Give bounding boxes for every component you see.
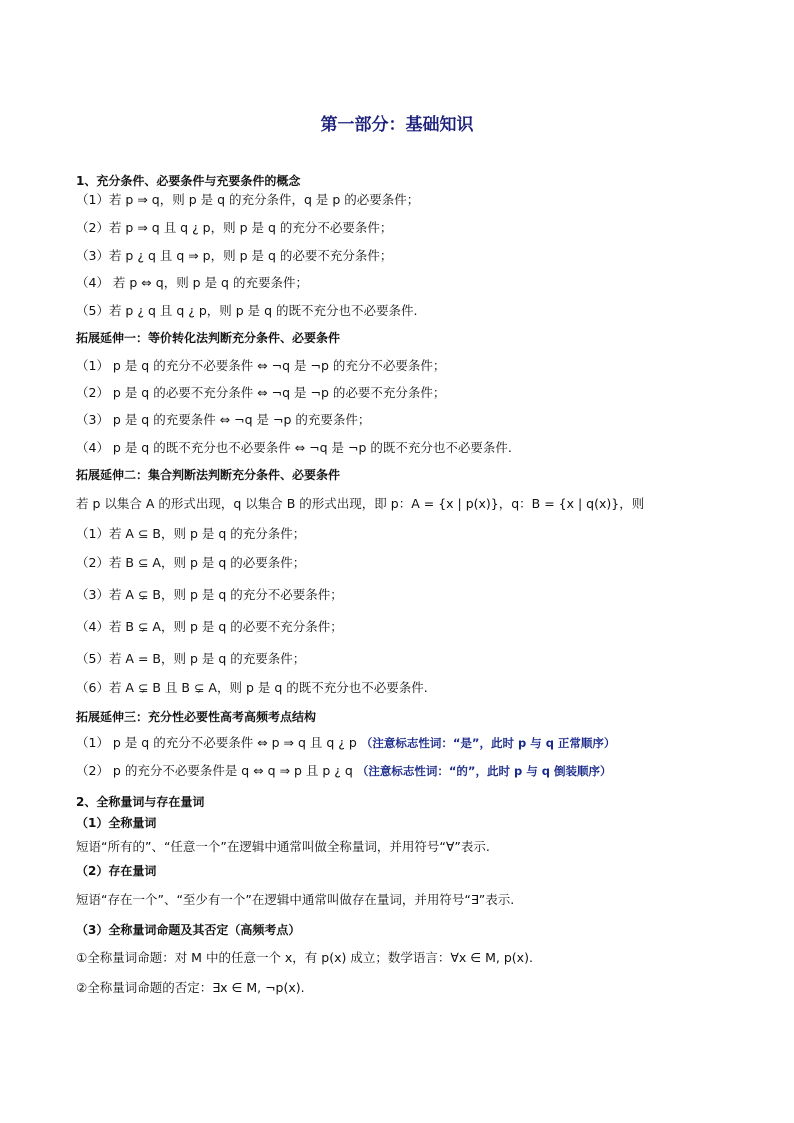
line-text: （2）若 p ⇒ q 且 q ¿ p，则 p 是 q 的充分不必要条件； <box>76 220 393 235</box>
line-text: 若 p 以集合 A 的形式出现，q 以集合 B 的形式出现，即 p：A = {x | p(x)}，q：B = {x | q(x)}，则 <box>76 496 645 511</box>
line-text: 短语“所有的”、“任意一个”在逻辑中通常叫做全称量词，并用符号“∀”表示. <box>76 839 490 854</box>
line-text: 拓展延伸三：充分性必要性高考高频考点结构 <box>76 710 317 724</box>
line-text: 拓展延伸一：等价转化法判断充分条件、必要条件 <box>76 331 341 345</box>
text-line <box>76 525 305 543</box>
text-line <box>76 734 615 752</box>
text-line <box>76 679 428 697</box>
section-heading <box>76 329 340 347</box>
line-text: （5）若 A = B，则 p 是 q 的充要条件； <box>76 651 306 666</box>
line-text: （4）若 B ⊊ A，则 p 是 q 的必要不充分条件； <box>76 619 343 634</box>
line-text: ①全称量词命题：对 M 中的任意一个 x，有 p(x) 成立；数学语言：∀x ∈ M, p(x). <box>76 950 533 965</box>
text-line <box>76 618 343 636</box>
line-text: 拓展延伸二：集合判断法判断充分条件、必要条件 <box>76 468 341 482</box>
text-line <box>76 949 533 967</box>
text-line <box>76 586 343 604</box>
line-text: （3） p 是 q 的充要条件 ⇔ ¬q 是 ¬p 的充要条件； <box>76 412 371 427</box>
text-line <box>76 554 305 572</box>
section-heading <box>76 793 204 811</box>
line-text: （3）若 p ¿ q 且 q ⇒ p，则 p 是 q 的必要不充分条件； <box>76 248 393 263</box>
line-text: （1）若 A ⊆ B，则 p 是 q 的充分条件； <box>76 526 306 541</box>
section-heading <box>76 708 316 726</box>
text-line <box>76 247 392 265</box>
text-line <box>76 411 370 429</box>
page-title: 第一部分：基础知识 <box>320 115 474 135</box>
section-heading <box>76 172 300 190</box>
line-text: （4） 若 p ⇔ q，则 p 是 q 的充要条件； <box>76 275 308 290</box>
line-text: （3）全称量词命题及其否定（高频考点） <box>76 923 301 937</box>
line-text: （1） p 是 q 的充分不必要条件 ⇔ p ⇒ q 且 q ¿ p <box>76 735 357 750</box>
text-line <box>76 439 512 457</box>
line-text: （2） p 的充分不必要条件是 q ⇔ q ⇒ p 且 p ¿ q <box>76 763 353 778</box>
line-text: （3）若 A ⊊ B，则 p 是 q 的充分不必要条件； <box>76 587 343 602</box>
text-line <box>76 979 305 997</box>
text-line <box>76 357 445 375</box>
line-text: ②全称量词命题的否定：∃x ∈ M, ¬p(x). <box>76 980 305 995</box>
text-line <box>76 650 305 668</box>
line-text: 1、充分条件、必要条件与充要条件的概念 <box>76 174 301 188</box>
emphasis-note: （注意标志性词：“是”，此时 p 与 q 正常顺序） <box>356 736 616 750</box>
line-text: （1）全称量词 <box>76 816 157 830</box>
text-line <box>76 274 308 292</box>
line-text: （2）若 B ⊆ A，则 p 是 q 的必要条件； <box>76 555 306 570</box>
emphasis-note: （注意标志性词：“的”，此时 p 与 q 倒装顺序） <box>352 764 612 778</box>
line-text: （5）若 p ¿ q 且 q ¿ p，则 p 是 q 的既不充分也不必要条件. <box>76 303 418 318</box>
line-text: 2、全称量词与存在量词 <box>76 795 205 809</box>
section-heading <box>76 814 156 832</box>
line-text: （6）若 A ⊊ B 且 B ⊊ A，则 p 是 q 的既不充分也不必要条件. <box>76 680 428 695</box>
text-line <box>76 838 490 856</box>
line-text: （1） p 是 q 的充分不必要条件 ⇔ ¬q 是 ¬p 的充分不必要条件； <box>76 358 446 373</box>
section-heading <box>76 921 300 939</box>
text-line <box>76 384 445 402</box>
text-line <box>76 219 392 237</box>
text-line <box>76 495 644 513</box>
text-line <box>76 191 419 209</box>
section-heading <box>76 862 156 880</box>
line-text: （4） p 是 q 的既不充分也不必要条件 ⇔ ¬q 是 ¬p 的既不充分也不必要条件. <box>76 440 512 455</box>
text-line <box>76 891 514 909</box>
line-text: （2）存在量词 <box>76 864 157 878</box>
line-text: （2） p 是 q 的必要不充分条件 ⇔ ¬q 是 ¬p 的必要不充分条件； <box>76 385 446 400</box>
line-text: 短语“存在一个”、“至少有一个”在逻辑中通常叫做存在量词，并用符号“∃”表示. <box>76 892 515 907</box>
section-heading <box>76 466 340 484</box>
line-text: （1）若 p ⇒ q，则 p 是 q 的充分条件，q 是 p 的必要条件； <box>76 192 420 207</box>
text-line <box>76 302 418 320</box>
text-line <box>76 762 611 780</box>
